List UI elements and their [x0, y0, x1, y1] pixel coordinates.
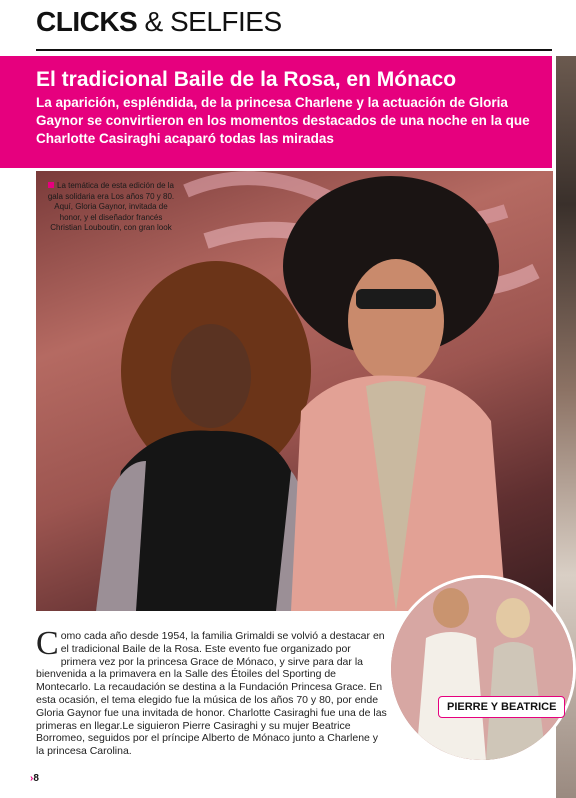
photo-caption: [44, 181, 178, 234]
drop-cap: C: [36, 625, 59, 662]
caption-text: La temática de esta edición de la gala solidaria era Los años 70 y 80. Aquí, Gloria Gaynor, invitada de honor, y el diseñador francés Christian Louboutin, con gran look: [47, 181, 175, 232]
section-title: [36, 6, 282, 38]
subheadline: La aparición, espléndida, de la princesa Charlene y la actuación de Gloria Gaynor se convirtieron en los momentos destacados de una noche en la que Charlotte Casiraghi acaparó todas las miradas: [36, 95, 530, 146]
page-number: [30, 773, 39, 784]
inset-label: PIERRE Y BEATRICE: [438, 696, 565, 718]
folio-arrow: ›: [30, 773, 34, 784]
folio-number: 8: [33, 773, 39, 784]
article-body: [36, 625, 388, 758]
caption-marker: [48, 182, 54, 188]
article-text: omo cada año desde 1954, la familia Grimaldi se volvió a destacar en el tradicional Baile de la Rosa. Este evento fue organizado por primera vez por la princesa Grace de Mónaco, y sirve para dar la bienvenida a la primavera en la Salle des Étoiles del Sporting de Montecarlo. La recaudación se destina a la Fundación Princesa Grace. En esta ocasión, el tema elegido fue la música de los años 70 y 80, por ende Gloria Gaynor fue una invitada de honor. Charlotte Casiraghi fue una de las primeras en llegar.Le siguieron Pierre Casiraghi y su mujer Beatrice Borromeo, seguidos por el príncipe Alberto de Mónaco junto a Charlene y la princesa Carolina.: [36, 630, 387, 758]
main-photo: [36, 171, 553, 611]
header-rule: [36, 49, 552, 51]
headline: El tradicional Baile de la Rosa, en Mónaco: [36, 68, 457, 91]
inset-photo-illustration: [391, 578, 573, 760]
inset-photo: [388, 575, 576, 763]
section-title-rest: & SELFIES: [144, 6, 282, 37]
section-title-bold: CLICKS: [36, 6, 138, 37]
main-photo-illustration: [36, 171, 553, 611]
